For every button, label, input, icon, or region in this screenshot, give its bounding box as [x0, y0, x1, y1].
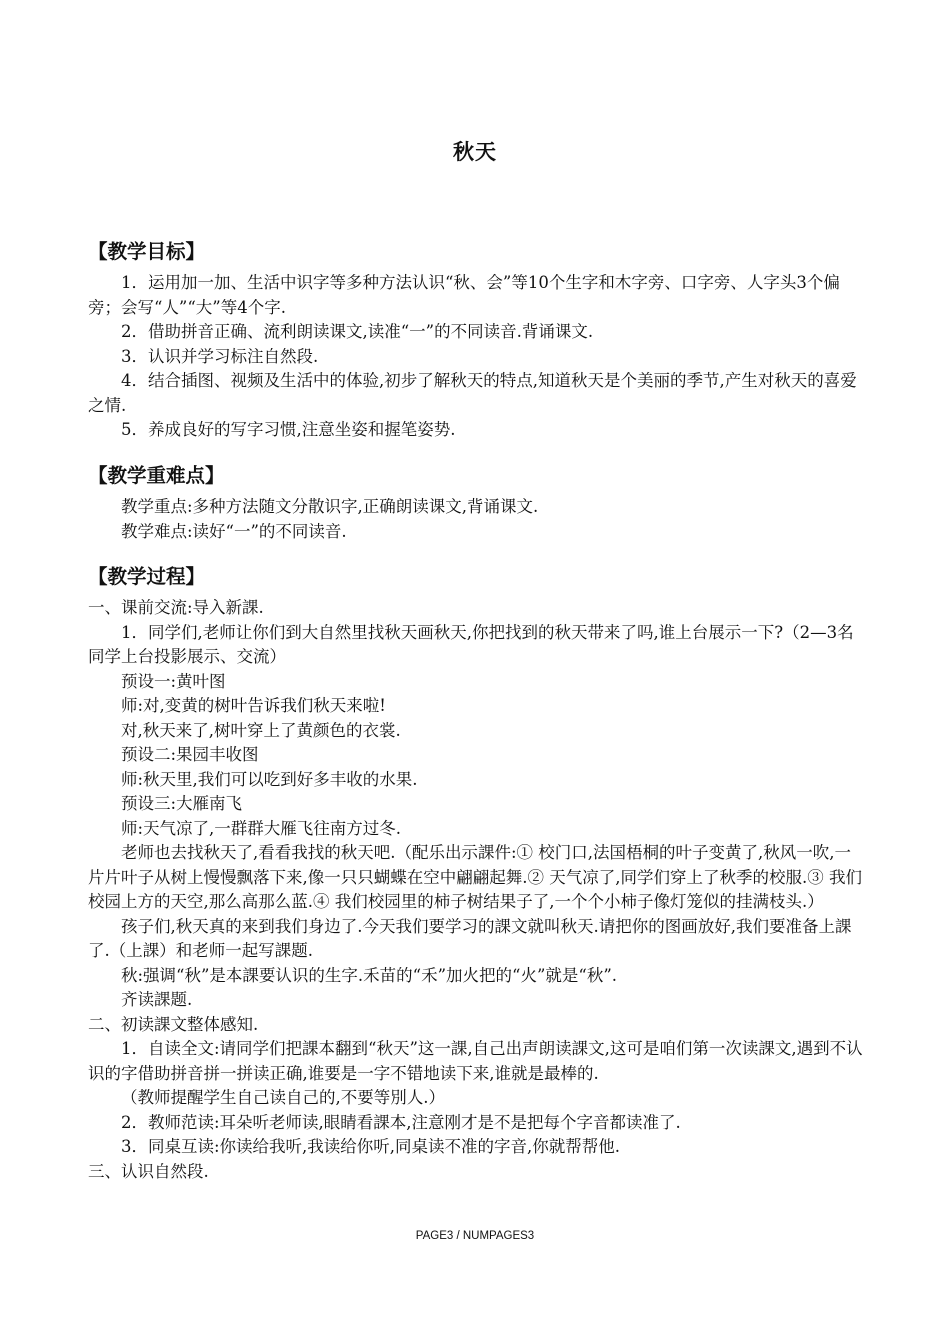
process-paragraph: 师:对,变黄的树叶告诉我们秋天来啦!	[121, 696, 386, 715]
goals-heading: 【教学目标】	[88, 240, 206, 263]
page-footer: PAGE3 / NUMPAGES3	[415, 1230, 535, 1242]
keypoint-item: 教学重点:多种方法随文分散识字,正确朗读课文,背诵课文.	[121, 497, 539, 516]
goal-item: 3．认识并学习标注自然段.	[121, 346, 319, 366]
process-paragraph: 老师也去找秋天了,看看我找的秋天吧.（配乐出示課件:① 校门口,法国梧桐的叶子变黄了,秋风一吹,一片片叶子从树上慢慢飘落下来,像一只只蝴蝶在空中翩翩起舞.② 天气凉了,同学们穿上了秋季的校服.③ 我们校园上方的天空,那么高那么蓝.④ 我们校园里的柿子树结果子了,一个个小柿子像灯笼似的挂满枝头.）	[88, 843, 862, 911]
keypoints-heading: 【教学重难点】	[88, 464, 225, 487]
process-paragraph: 对,秋天来了,树叶穿上了黄颜色的衣裳.	[121, 720, 401, 740]
keypoints-list	[88, 495, 863, 544]
process-paragraph: 预设二:果园丰收图	[121, 745, 259, 764]
process-heading: 【教学过程】	[88, 565, 206, 588]
process-paragraph: 师:天气凉了,一群群大雁飞往南方过冬.	[121, 818, 402, 838]
process-paragraph: 3．同桌互读:你读给我听,我读给你听,同桌读不准的字音,你就帮帮他.	[121, 1137, 621, 1156]
process-paragraph: 秋:强调“秋”是本課要认识的生字.禾苗的“禾”加火把的“火”就是“秋”.	[121, 965, 618, 985]
process-paragraph: 孩子们,秋天真的来到我们身边了.今天我们要学习的課文就叫秋天.请把你的图画放好,我们要准备上課了.（上課）和老师一起写課题.	[88, 916, 852, 960]
process-paragraph: 预设三:大雁南飞	[121, 794, 243, 813]
process-section-title: 一、课前交流:导入新課.	[88, 598, 264, 617]
keypoint-item: 教学难点:读好“一”的不同读音.	[121, 521, 347, 541]
process-section-title: 三、认识自然段.	[88, 1161, 209, 1181]
goal-item: 1．运用加一加、生活中识字等多种方法认识“秋、会”等10个生字和木字旁、口字旁、人字头3个偏旁；会写“人”“大”等4个字.	[88, 273, 840, 317]
goal-item: 2．借助拼音正确、流利朗读课文,读准“一”的不同读音.背诵课文.	[121, 322, 594, 341]
goal-item: 5．养成良好的写字习惯,注意坐姿和握笔姿势.	[121, 420, 456, 439]
process-paragraph: 齐读課题.	[121, 990, 193, 1009]
process-paragraph: 1．同学们,老师让你们到大自然里找秋天画秋天,你把找到的秋天带来了吗,谁上台展示一下?（2—3名同学上台投影展示、交流）	[88, 622, 854, 666]
process-paragraph: 师:秋天里,我们可以吃到好多丰收的水果.	[121, 769, 418, 789]
process-body	[88, 596, 863, 1184]
goals-list	[88, 271, 863, 443]
process-paragraph: 1．自读全文:请同学们把課本翻到“秋天”这一課,自己出声朗读課文,这可是咱们第一次读課文,遇到不认识的字借助拼音拼一拼读正确,谁要是一字不错地读下来,谁就是最棒的.	[88, 1039, 863, 1083]
document-title: 秋天	[453, 140, 497, 164]
process-paragraph: （教师提醒学生自己读自己的,不要等別人.）	[121, 1088, 445, 1107]
goal-item: 4．结合插图、视频及生活中的体验,初步了解秋天的特点,知道秋天是个美丽的季节,产生对秋天的喜爱之情.	[88, 371, 857, 415]
process-paragraph: 2．教师范读:耳朵听老师读,眼睛看課本,注意刚才是不是把每个字音都读准了.	[121, 1112, 681, 1132]
process-paragraph: 预设一:黄叶图	[121, 671, 226, 691]
process-section-title: 二、初读課文整体感知.	[88, 1014, 259, 1034]
